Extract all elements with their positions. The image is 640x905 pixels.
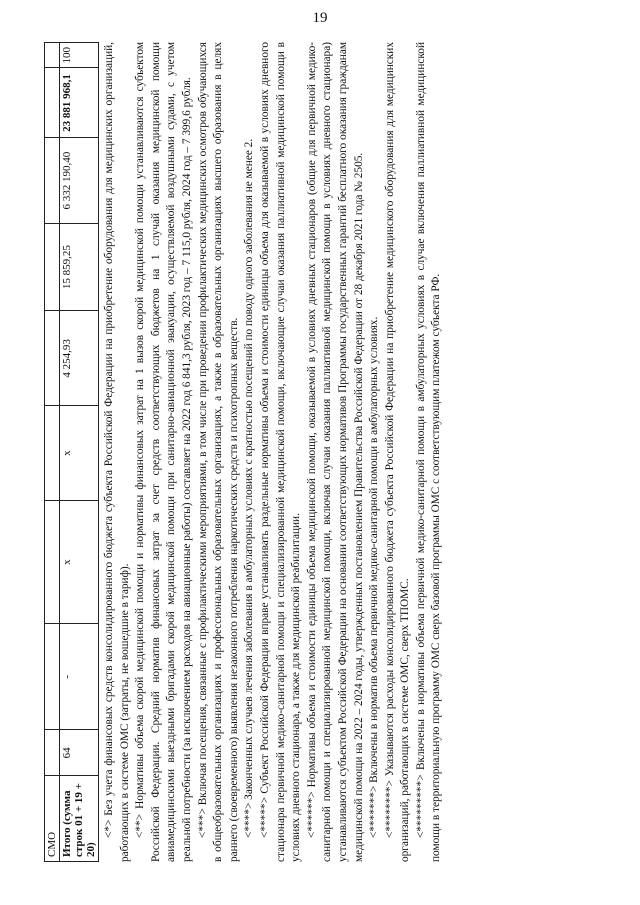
total-cell-row-code: 64: [60, 730, 99, 776]
footnotes: [102, 42, 445, 862]
total-cell-sum-budget: 6 332 190,40: [60, 138, 99, 223]
total-label-cell: Итого (сумма строк 01 + 19 + 20): [60, 776, 99, 862]
total-cell-percent: 100: [60, 43, 99, 69]
total-cell-per-capita-oms: 15 859,25: [60, 223, 99, 310]
table-cell: [45, 223, 60, 310]
footnote: <*********> Включены в нормативы объема первичной медико-санитарной помощи в амбулаторных условиях в случае включения паллиативной медицинской помощи в территориальную программу ОМС сверх базовой программы ОМС с соответствующим платежом субъекта РФ.: [414, 42, 443, 862]
footnote: <******> Нормативы объема и стоимости единицы объема медицинской помощи, оказываемой в условиях дневных стационаров (общие для первичной медико-санитарной помощи и специализированной медицинской помощи, включая случаи оказания паллиативной медицинской помощи в условиях дневного стационара) устанавливаются субъектом Российской Федерации на основании соответствующих нормативов Программы государственных гарантий бесплатного оказания гражданам медицинской помощи на 2022 – 2024 годы, утвержденных постановлением Правительства Российской Федерации от 28 декабря 2021 года № 2505.: [305, 42, 365, 862]
footnote: <*******> Включены в норматив объема первичной медико-санитарной помощи в амбулаторных условиях.: [368, 316, 381, 838]
table-cell: [45, 624, 60, 730]
footnote: <**> Нормативы объема скорой медицинской помощи и нормативы финансовых затрат на 1 вызов скорой медицинской помощи устанавливаются субъектом Российской Федерации. Средний норматив финансовых затрат за счет средств соответствующих бюджетов на 1 случай оказания медицинской помощи авиамедицинскими выездными бригадами скорой медицинской помощи при санитарно-авиационной эвакуации, осуществляемой воздушными судами, с учетом реальной потребности (за исключением расходов на авиационные работы) составляет на 2022 год 6 841,3 рубля, 2023 год – 7 115,0 рубля, 2024 год – 7 399,6 рубля.: [134, 42, 193, 862]
table-cell: [45, 311, 60, 406]
table-row-smo: [45, 43, 60, 862]
footnote: <*****> Субъект Российской Федерации вправе устанавливать раздельные нормативы объема и стоимости единицы объема для оказываемой в условиях дневного стационара первичной медико-санитарной помощи и специализированной медицинской помощи, включающие случаи оказания паллиативной медицинской помощи в условиях дневного стационара, а также для медицинской реабилитации.: [258, 42, 303, 862]
footnote: <****> Законченных случаев лечения заболевания в амбулаторных условиях с кратностью посещений по поводу одного заболевания не менее 2.: [243, 138, 256, 838]
total-cell-cost: х: [60, 406, 99, 500]
total-cell-volume: х: [60, 500, 99, 623]
table-cell: [45, 138, 60, 223]
table-cell: [45, 500, 60, 623]
table-cell: [45, 68, 60, 138]
page-number: 19: [312, 10, 328, 26]
footnote: <*> Без учета финансовых средств консолидированного бюджета субъекта Российской Федерации на приобретение оборудования для медицинских организаций, работающих в системе ОМС (затраты, не вошедшие в тариф).: [103, 42, 131, 862]
footnote: <***> Включая посещения, связанные с профилактическими мероприятиями, в том числе при проведении профилактических медицинских осмотров обучающихся в общеобразовательных организациях и профессиональных образовательных организациях, а также в образовательных организациях высшего образования в целях раннего (своевременного) выявления незаконного потребления наркотических средств и психотропных веществ.: [196, 42, 240, 862]
total-cell-sum-oms: 23 881 968,1: [60, 68, 99, 138]
total-cell-per-capita-budget: 4 254,93: [60, 311, 99, 406]
rotated-page-content: [44, 42, 604, 862]
total-cell-unit: -: [60, 624, 99, 730]
table-row-total: [60, 43, 99, 862]
table-cell: [45, 730, 60, 776]
table-cell: [45, 43, 60, 69]
smo-label-cell: СМО: [45, 776, 60, 862]
funding-table: [44, 42, 99, 862]
footnote: <********> Указываются расходы консолидированного бюджета субъекта Российской Федерации на приобретение медицинского оборудования для медицинских организаций, работающих в системе ОМС, сверх ТПОМС.: [383, 42, 412, 862]
table-cell: [45, 406, 60, 500]
